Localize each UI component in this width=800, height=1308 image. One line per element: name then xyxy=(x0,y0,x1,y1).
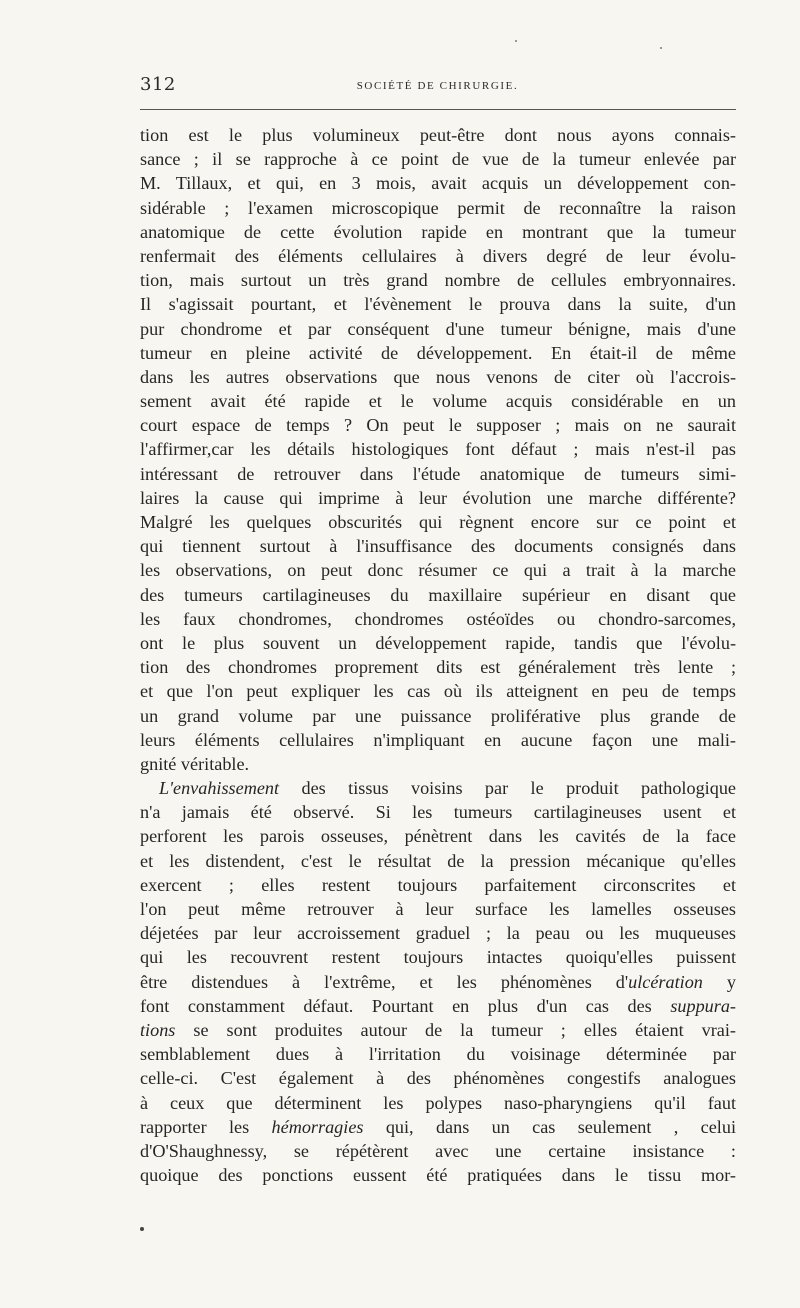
text-line: l'affirmer,car les détails histologiques font défaut ; mais n'est-il pas xyxy=(140,439,736,460)
text-line: anatomique de cette évolution rapide en montrant que la tumeur xyxy=(140,221,736,242)
text-line: sance ; il se rapproche à ce point de vue de la tumeur enlevée par xyxy=(140,149,736,170)
text-line: sidérable ; l'examen microscopique permit de reconnaître la raison xyxy=(140,197,736,218)
text-line: sement avait été rapide et le volume acquis considérable en un xyxy=(140,391,736,412)
text-line: celle-ci. C'est également à des phénomènes congestifs analogues xyxy=(140,1068,736,1089)
text-line: et que l'on peut expliquer les cas où ils atteignent en peu de temps xyxy=(140,681,736,702)
italic-term: ulcération xyxy=(628,971,703,992)
text-line: font constamment défaut. Pourtant en plus d'un cas des suppura- xyxy=(140,995,736,1016)
text-line: intéressant de retrouver dans l'étude anatomique de tumeurs simi- xyxy=(140,463,736,484)
text-line: exercent ; elles restent toujours parfaitement circonscrites et xyxy=(140,874,736,895)
ink-dot xyxy=(140,1227,144,1231)
text-line: et les distendent, c'est le résultat de la pression mécanique qu'elles xyxy=(140,850,736,871)
text-line: l'on peut même retrouver à leur surface les lamelles osseuses xyxy=(140,899,736,919)
text-line: qui tiennent surtout à l'insuffisance des documents consignés dans xyxy=(140,536,736,557)
text-line: les observations, on peut donc résumer ce qui a trait à la marche xyxy=(140,560,736,581)
text-line: tions se sont produites autour de la tumeur ; elles étaient vrai- xyxy=(140,1019,736,1040)
text-line: un grand volume par une puissance proliférative plus grande de xyxy=(140,705,736,726)
paragraph-start-line: L'envahissement des tissus voisins par le produit pathologique xyxy=(159,778,736,799)
paper-speck xyxy=(660,47,662,49)
text-line: rapporter les hémorragies qui, dans un cas seulement , celui xyxy=(140,1116,736,1137)
text-line: perforent les parois osseuses, pénètrent dans les cavités de la face xyxy=(140,826,736,847)
running-title: SOCIÉTÉ DE CHIRURGIE. xyxy=(356,80,519,92)
text-line: à ceux que déterminent les polypes naso-pharyngiens qu'il faut xyxy=(140,1092,736,1113)
text-line: pur chondrome et par conséquent d'une tumeur bénigne, mais d'une xyxy=(140,318,736,339)
text-line: tumeur en pleine activité de développement. En était-il de même xyxy=(140,342,736,363)
italic-term: L'envahissement xyxy=(159,778,280,799)
text-line: être distendues à l'extrême, et les phénomènes d'ulcération y xyxy=(140,971,736,992)
text-line: leurs éléments cellulaires n'impliquant en aucune façon une mali- xyxy=(140,729,736,750)
text-line: les faux chondromes, chondromes ostéoïdes ou chondro-sarcomes, xyxy=(140,608,736,629)
text-line: Il s'agissait pourtant, et l'évènement le prouva dans la suite, d'un xyxy=(140,294,736,315)
text-line: tion, mais surtout un très grand nombre de cellules embryonnaires. xyxy=(140,270,736,291)
text-line: court espace de temps ? On peut le supposer ; mais on ne saurait xyxy=(140,415,736,436)
text-line: déjetées par leur accroissement graduel ; la peau ou les muqueuses xyxy=(140,923,736,944)
text-line: gnité véritable. xyxy=(140,753,250,774)
text-line: d'O'Shaughnessy, se répétèrent avec une certaine insistance : xyxy=(140,1140,736,1161)
paper-speck xyxy=(515,40,517,42)
text-line: M. Tillaux, et qui, en 3 mois, avait acquis un développement con- xyxy=(140,173,736,194)
text-line: renfermait des éléments cellulaires à divers degré de leur évolu- xyxy=(140,245,736,266)
italic-term: tions xyxy=(140,1019,176,1040)
page-number: 312 xyxy=(140,74,176,95)
text-line: n'a jamais été observé. Si les tumeurs cartilagineuses usent et xyxy=(140,802,736,823)
text-line: ont le plus souvent un développement rapide, tandis que l'évolu- xyxy=(140,632,736,653)
text-line: qui les recouvrent restent toujours intactes quoiqu'elles puissent xyxy=(140,947,736,968)
body-text xyxy=(140,123,736,1187)
text-line: laires la cause qui imprime à leur évolution une marche différente? xyxy=(140,487,736,508)
text-line: Malgré les quelques obscurités qui règnent encore sur ce point et xyxy=(140,512,736,532)
text-line: semblablement dues à l'irritation du voisinage déterminée par xyxy=(140,1044,736,1065)
text-line: des tumeurs cartilagineuses du maxillaire supérieur en disant que xyxy=(140,584,736,605)
text-line: tion des chondromes proprement dits est généralement très lente ; xyxy=(140,657,736,678)
header-rule xyxy=(140,109,736,110)
text-line: tion est le plus volumineux peut-être dont nous ayons connais- xyxy=(140,125,736,145)
text-line: quoique des ponctions eussent été pratiquées dans le tissu mor- xyxy=(140,1165,736,1186)
text-line: dans les autres observations que nous venons de citer où l'accrois- xyxy=(140,366,736,387)
page-header xyxy=(140,74,735,102)
italic-term: hémorragies xyxy=(271,1116,364,1137)
italic-term: suppura- xyxy=(670,995,736,1016)
